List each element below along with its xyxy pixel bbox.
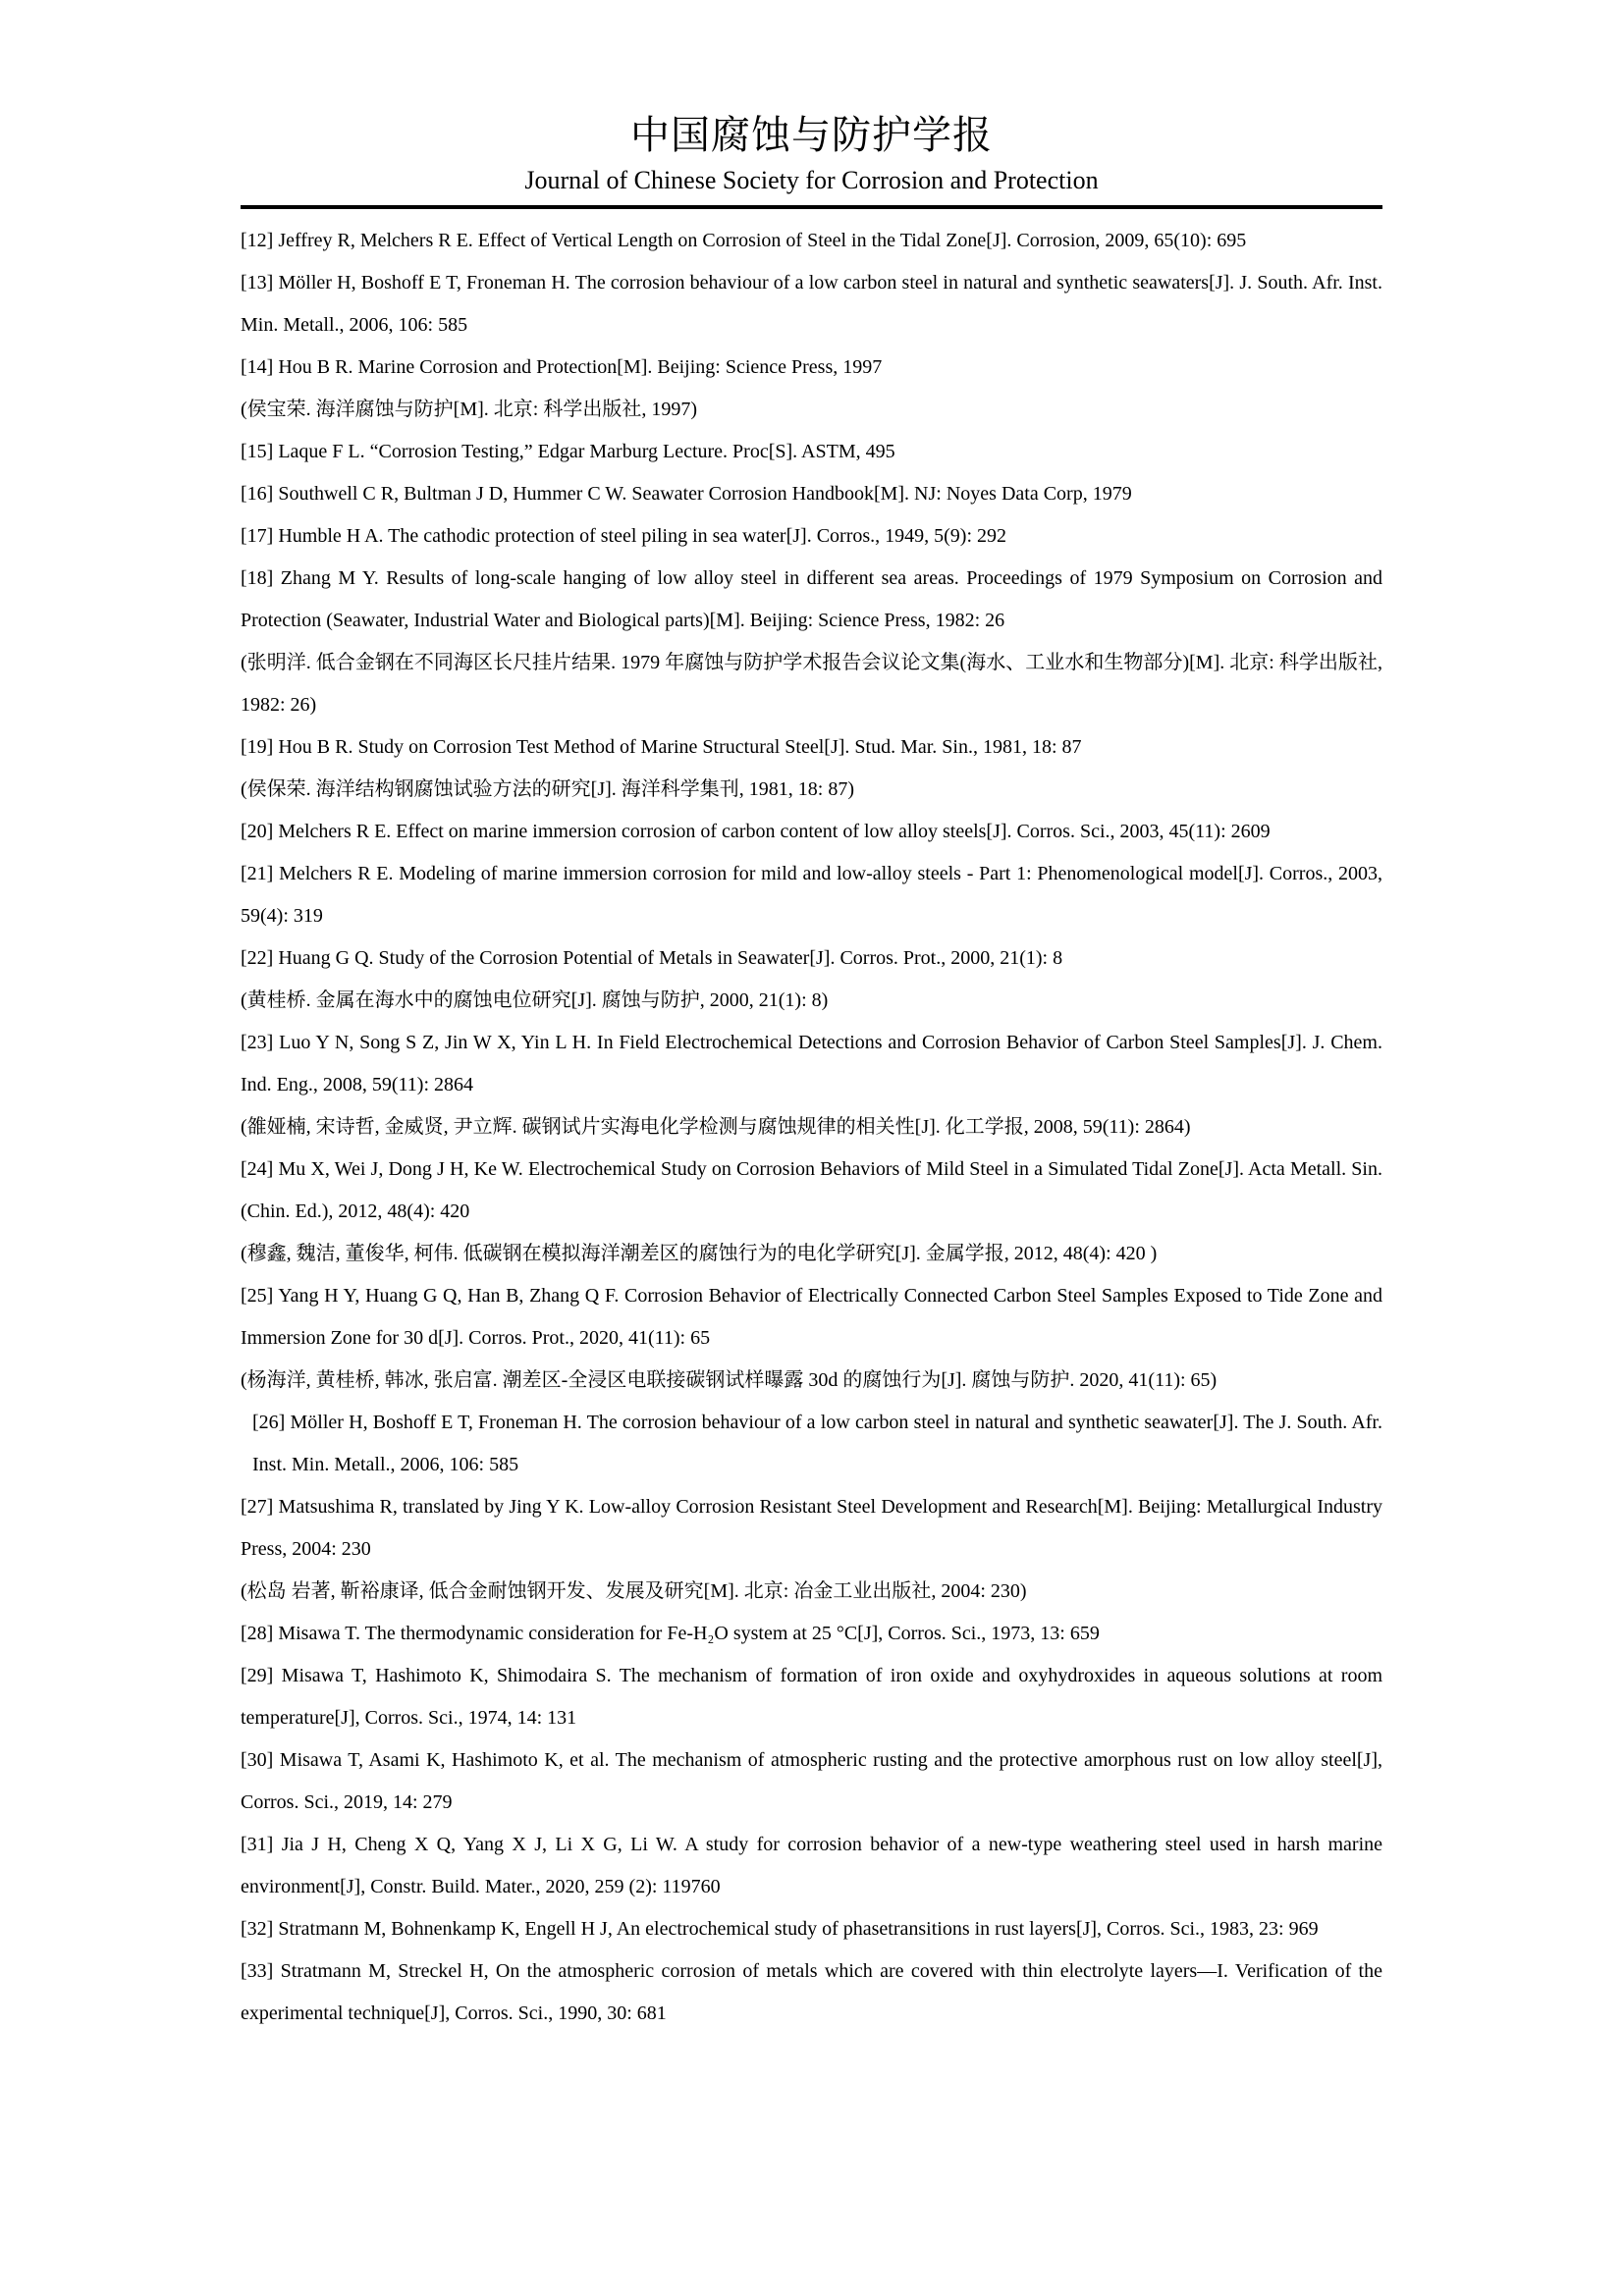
reference-item: [25] Yang H Y, Huang G Q, Han B, Zhang Q F. Corrosion Behavior of Electrically Connected Carbon Steel Samples Exposed to Tide Zone and Immersion Zone for 30 d[J]. Corros. Prot., 2020, 41(11): 65 bbox=[241, 1285, 1382, 1349]
reference-item: [15] Laque F L. “Corrosion Testing,” Edgar Marburg Lecture. Proc[S]. ASTM, 495 bbox=[241, 441, 895, 462]
reference-item: (张明洋. 低合金钢在不同海区长尺挂片结果. 1979 年腐蚀与防护学术报告会议论文集(海水、工业水和生物部分)[M]. 北京: 科学出版社, 1982: 26) bbox=[241, 652, 1382, 716]
reference-item: [30] Misawa T, Asami K, Hashimoto K, et al. The mechanism of atmospheric rusting and the protective amorphous rust on low alloy steel[J], Corros. Sci., 2019, 14: 279 bbox=[241, 1749, 1382, 1813]
reference-item: [22] Huang G Q. Study of the Corrosion Potential of Metals in Seawater[J]. Corros. Prot., 2000, 21(1): 8 bbox=[241, 947, 1063, 969]
journal-title-english: Journal of Chinese Society for Corrosion and Protection bbox=[524, 166, 1099, 194]
reference-item: [12] Jeffrey R, Melchers R E. Effect of Vertical Length on Corrosion of Steel in the Tidal Zone[J]. Corrosion, 2009, 65(10): 695 bbox=[241, 230, 1247, 251]
reference-item: [32] Stratmann M, Bohnenkamp K, Engell H J, An electrochemical study of phasetransitions in rust layers[J], Corros. Sci., 1983, 23: 969 bbox=[241, 1918, 1319, 1940]
reference-item: [31] Jia J H, Cheng X Q, Yang X J, Li X G, Li W. A study for corrosion behavior of a new-type weathering steel used in harsh marine environment[J], Constr. Build. Mater., 2020, 259 (2): 119760 bbox=[241, 1834, 1382, 1897]
reference-item: [19] Hou B R. Study on Corrosion Test Method of Marine Structural Steel[J]. Stud. Mar. Sin., 1981, 18: 87 bbox=[241, 736, 1082, 758]
reference-item: [17] Humble H A. The cathodic protection of steel piling in sea water[J]. Corros., 1949, 5(9): 292 bbox=[241, 525, 1007, 547]
reference-item: [20] Melchers R E. Effect on marine immersion corrosion of carbon content of low alloy steels[J]. Corros. Sci., 2003, 45(11): 2609 bbox=[241, 821, 1271, 842]
reference-item: [33] Stratmann M, Streckel H, On the atmospheric corrosion of metals which are covered with thin electrolyte layers—I. Verification of the experimental technique[J], Corros. Sci., 1990, 30: 681 bbox=[241, 1960, 1382, 2024]
journal-title-chinese: 中国腐蚀与防护学报 bbox=[630, 113, 993, 157]
journal-header bbox=[241, 110, 1382, 200]
reference-item: [14] Hou B R. Marine Corrosion and Protection[M]. Beijing: Science Press, 1997 bbox=[241, 356, 883, 378]
reference-item: [16] Southwell C R, Bultman J D, Hummer C W. Seawater Corrosion Handbook[M]. NJ: Noyes Data Corp, 1979 bbox=[241, 483, 1132, 505]
reference-item: [24] Mu X, Wei J, Dong J H, Ke W. Electrochemical Study on Corrosion Behaviors of Mild Steel in a Simulated Tidal Zone[J]. Acta Metall. Sin. (Chin. Ed.), 2012, 48(4): 420 bbox=[241, 1158, 1382, 1222]
reference-item: [27] Matsushima R, translated by Jing Y K. Low-alloy Corrosion Resistant Steel Development and Research[M]. Beijing: Metallurgical Industry Press, 2004: 230 bbox=[241, 1496, 1382, 1560]
reference-item: (侯保荣. 海洋结构钢腐蚀试验方法的研究[J]. 海洋科学集刊, 1981, 18: 87) bbox=[241, 778, 854, 800]
reference-item: [26] Möller H, Boshoff E T, Froneman H. The corrosion behaviour of a low carbon steel in natural and synthetic seawater[J]. The J. South. Afr. Inst. Min. Metall., 2006, 106: 585 bbox=[252, 1412, 1382, 1475]
reference-item: [29] Misawa T, Hashimoto K, Shimodaira S. The mechanism of formation of iron oxide and oxyhydroxides in aqueous solutions at room temperature[J], Corros. Sci., 1974, 14: 131 bbox=[241, 1665, 1382, 1729]
reference-item: [18] Zhang M Y. Results of long-scale hanging of low alloy steel in different sea areas. Proceedings of 1979 Symposium on Corrosion and Protection (Seawater, Industrial Water and Biological parts)[M]. Beijing: Science Press, 1982: 26 bbox=[241, 567, 1382, 631]
reference-item: (松岛 岩著, 靳裕康译, 低合金耐蚀钢开发、发展及研究[M]. 北京: 冶金工业出版社, 2004: 230) bbox=[241, 1580, 1027, 1602]
reference-item: (侯宝荣. 海洋腐蚀与防护[M]. 北京: 科学出版社, 1997) bbox=[241, 399, 697, 420]
reference-list bbox=[241, 209, 1382, 2035]
reference-item: [28] Misawa T. The thermodynamic consideration for Fe-H₂O system at 25 °C[J], Corros. Sci., 1973, 13: 659 bbox=[241, 1623, 1100, 1644]
reference-item: [21] Melchers R E. Modeling of marine immersion corrosion for mild and low-alloy steels - Part 1: Phenomenological model[J]. Corros., 2003, 59(4): 319 bbox=[241, 863, 1382, 927]
reference-item: [13] Möller H, Boshoff E T, Froneman H. The corrosion behaviour of a low carbon steel in natural and synthetic seawaters[J]. J. South. Afr. Inst. Min. Metall., 2006, 106: 585 bbox=[241, 272, 1382, 336]
reference-item: [23] Luo Y N, Song S Z, Jin W X, Yin L H. In Field Electrochemical Detections and Corrosion Behavior of Carbon Steel Samples[J]. J. Chem. Ind. Eng., 2008, 59(11): 2864 bbox=[241, 1032, 1382, 1095]
reference-item: (黄桂桥. 金属在海水中的腐蚀电位研究[J]. 腐蚀与防护, 2000, 21(1): 8) bbox=[241, 989, 829, 1011]
reference-item: (杨海洋, 黄桂桥, 韩冰, 张启富. 潮差区-全浸区电联接碳钢试样曝露 30d 的腐蚀行为[J]. 腐蚀与防护. 2020, 41(11): 65) bbox=[241, 1369, 1218, 1391]
reference-item: (雒娅楠, 宋诗哲, 金威贤, 尹立辉. 碳钢试片实海电化学检测与腐蚀规律的相关性[J]. 化工学报, 2008, 59(11): 2864) bbox=[241, 1116, 1191, 1138]
reference-item: (穆鑫, 魏洁, 董俊华, 柯伟. 低碳钢在模拟海洋潮差区的腐蚀行为的电化学研究[J]. 金属学报, 2012, 48(4): 420 ) bbox=[241, 1243, 1158, 1264]
